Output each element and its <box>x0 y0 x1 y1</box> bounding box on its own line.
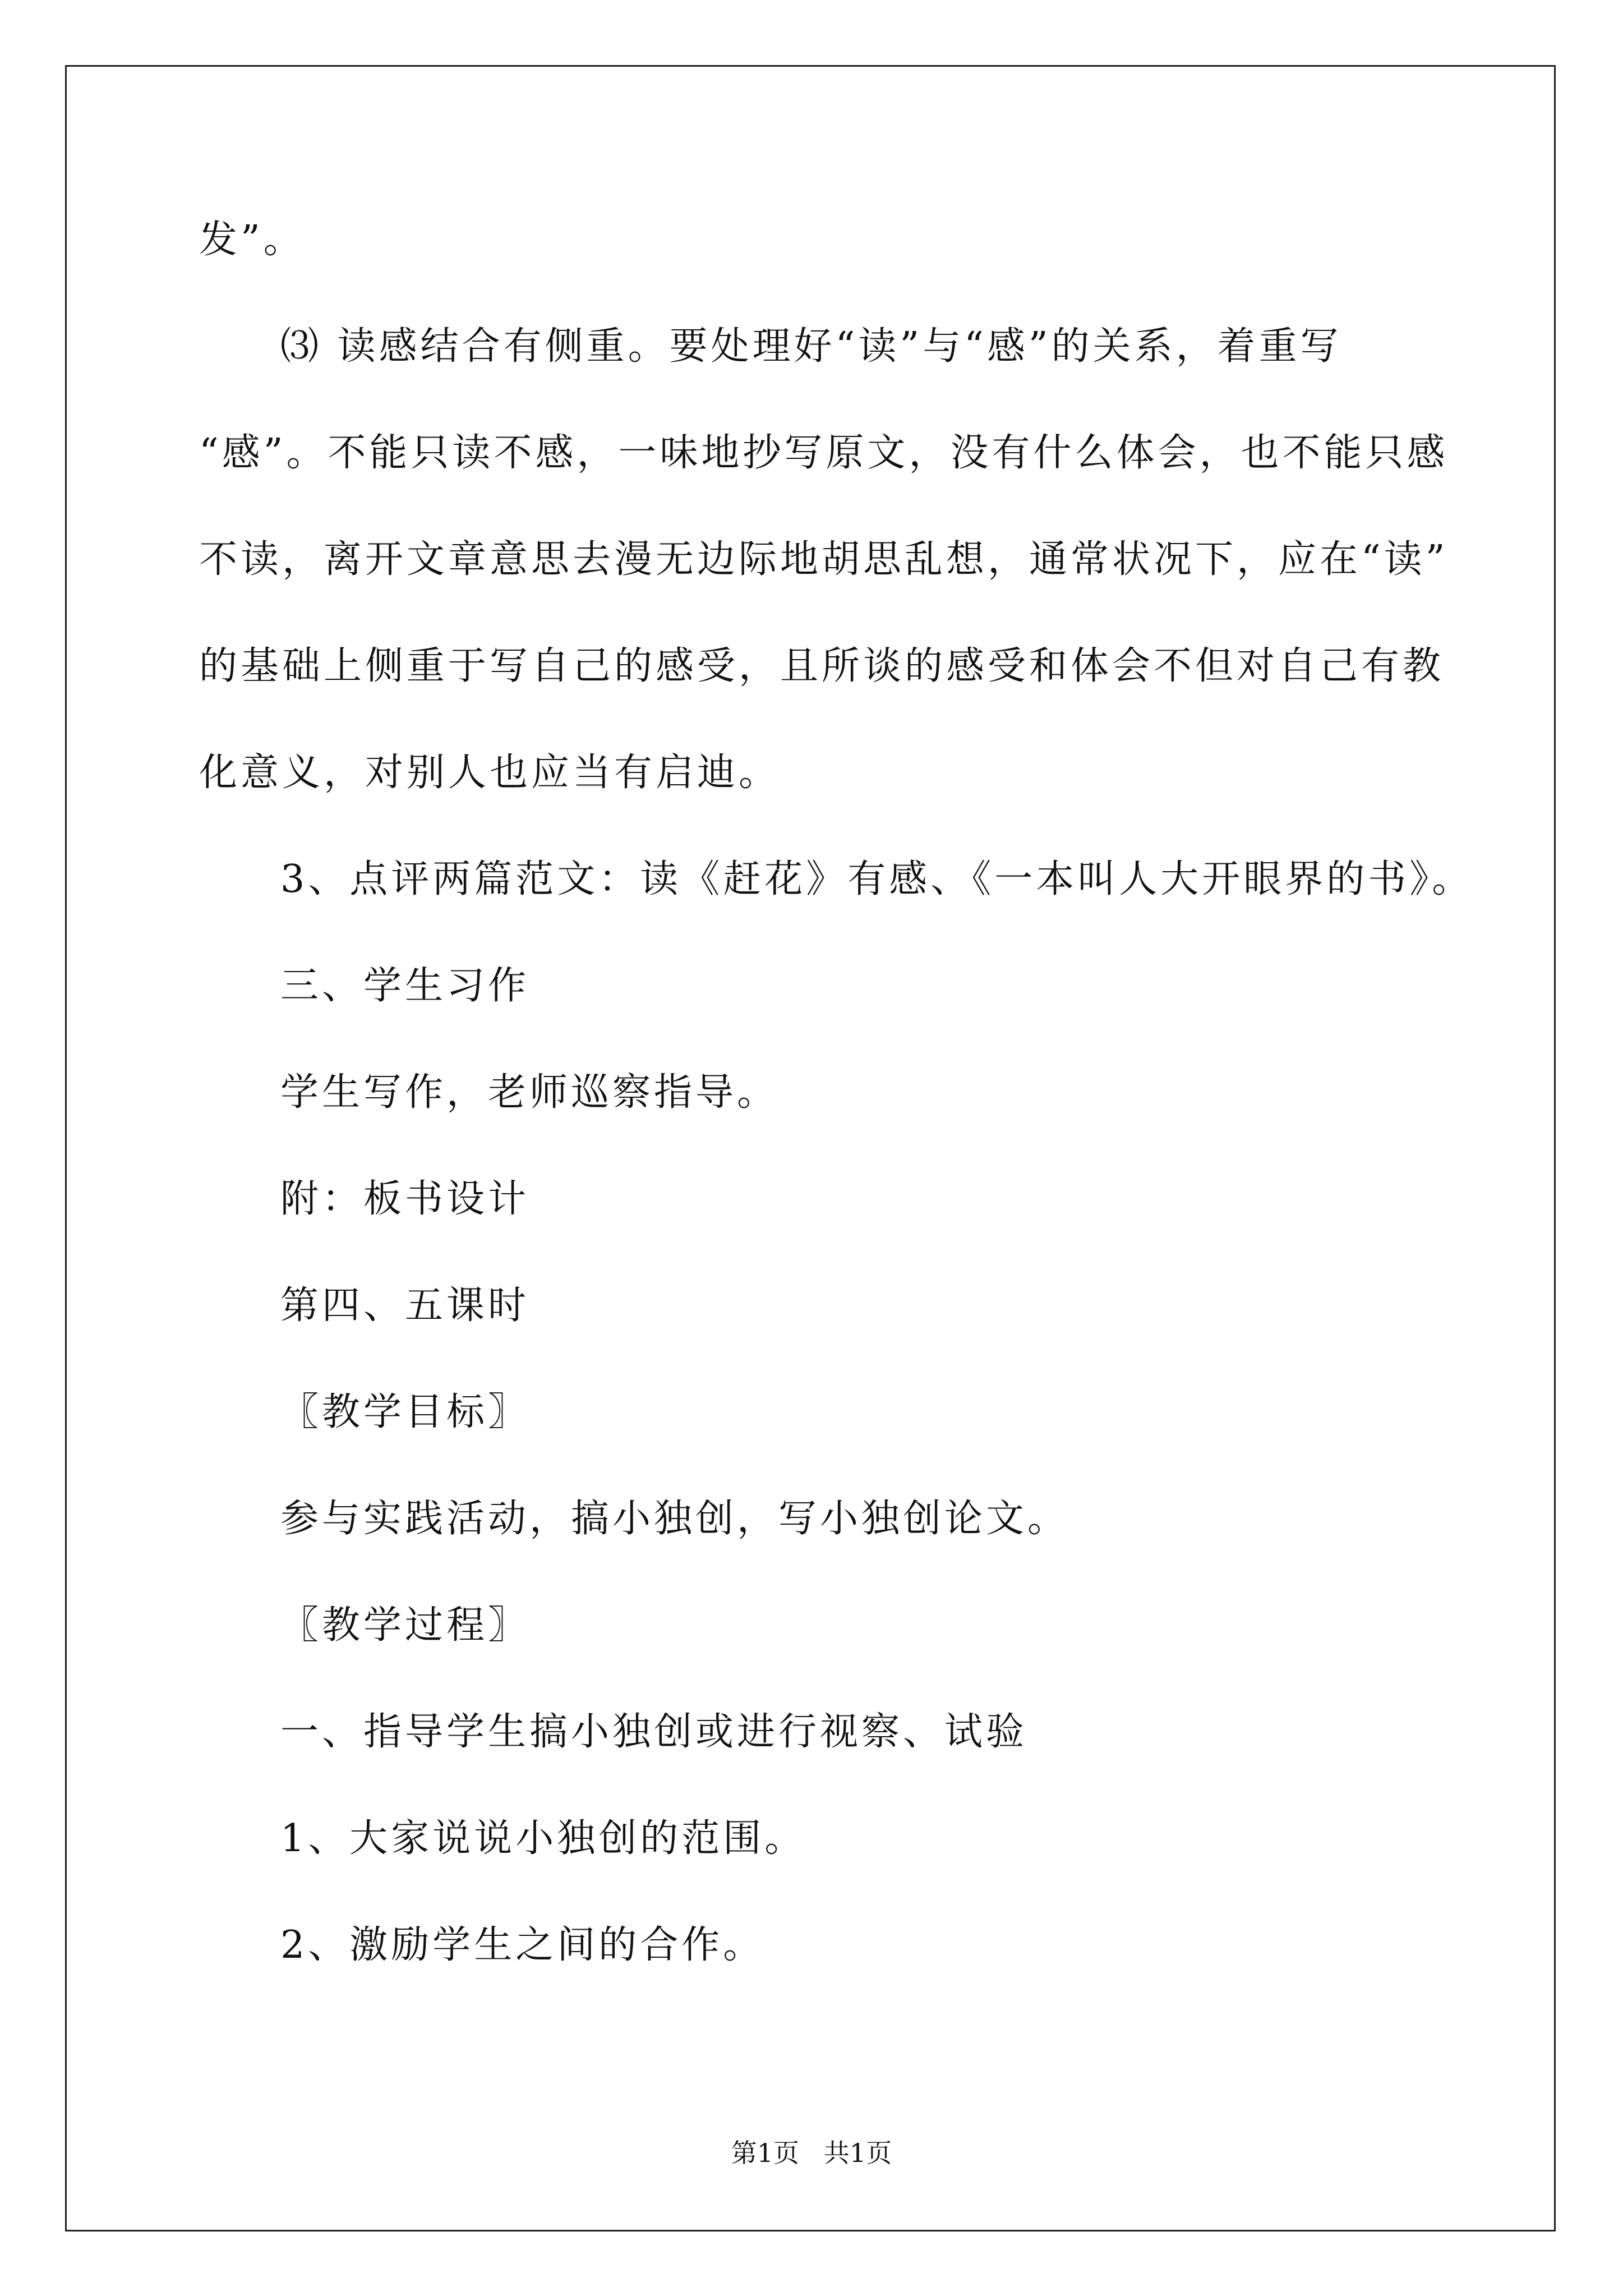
list-item: 1、大家说说小独创的范围。 <box>280 1816 806 1861</box>
text-line: 学生写作，老师巡察指导。 <box>280 1070 779 1115</box>
page-number: 第1页 共1页 <box>731 2138 892 2168</box>
text-line: 一、指导学生搞小独创或进行视察、试验 <box>280 1710 1028 1754</box>
section-heading: 〖教学过程〗 <box>280 1603 530 1648</box>
text-line: 3、点评两篇范文：读《赶花》有感、《一本叫人大开眼界的书》。 <box>280 857 1474 901</box>
text-line: 的基础上侧重于写自己的感受，且所谈的感受和体会不但对自己有教 <box>199 644 1445 688</box>
section-heading: 〖教学目标〗 <box>280 1390 530 1434</box>
text-line: 发”。 <box>199 218 305 262</box>
text-line: 化意义，对别人也应当有启迪。 <box>199 751 781 795</box>
text-line: 附：板书设计 <box>280 1177 530 1221</box>
text-line: 不读，离开文章意思去漫无边际地胡思乱想，通常状况下，应在“读” <box>199 537 1449 582</box>
text-line: 参与实践活动，搞小独创，写小独创论文。 <box>280 1497 1069 1541</box>
section-heading: 第四、五课时 <box>280 1283 530 1328</box>
text-line: ⑶ 读感结合有侧重。要处理好“读”与“感”的关系，着重写 <box>280 324 1342 369</box>
page-border <box>65 65 1556 2231</box>
text-line: “感”。不能只读不感，一味地抄写原文，没有什么体会，也不能只感 <box>199 431 1449 475</box>
section-heading: 三、学生习作 <box>280 964 530 1008</box>
list-item: 2、激励学生之间的合作。 <box>280 1923 765 1967</box>
